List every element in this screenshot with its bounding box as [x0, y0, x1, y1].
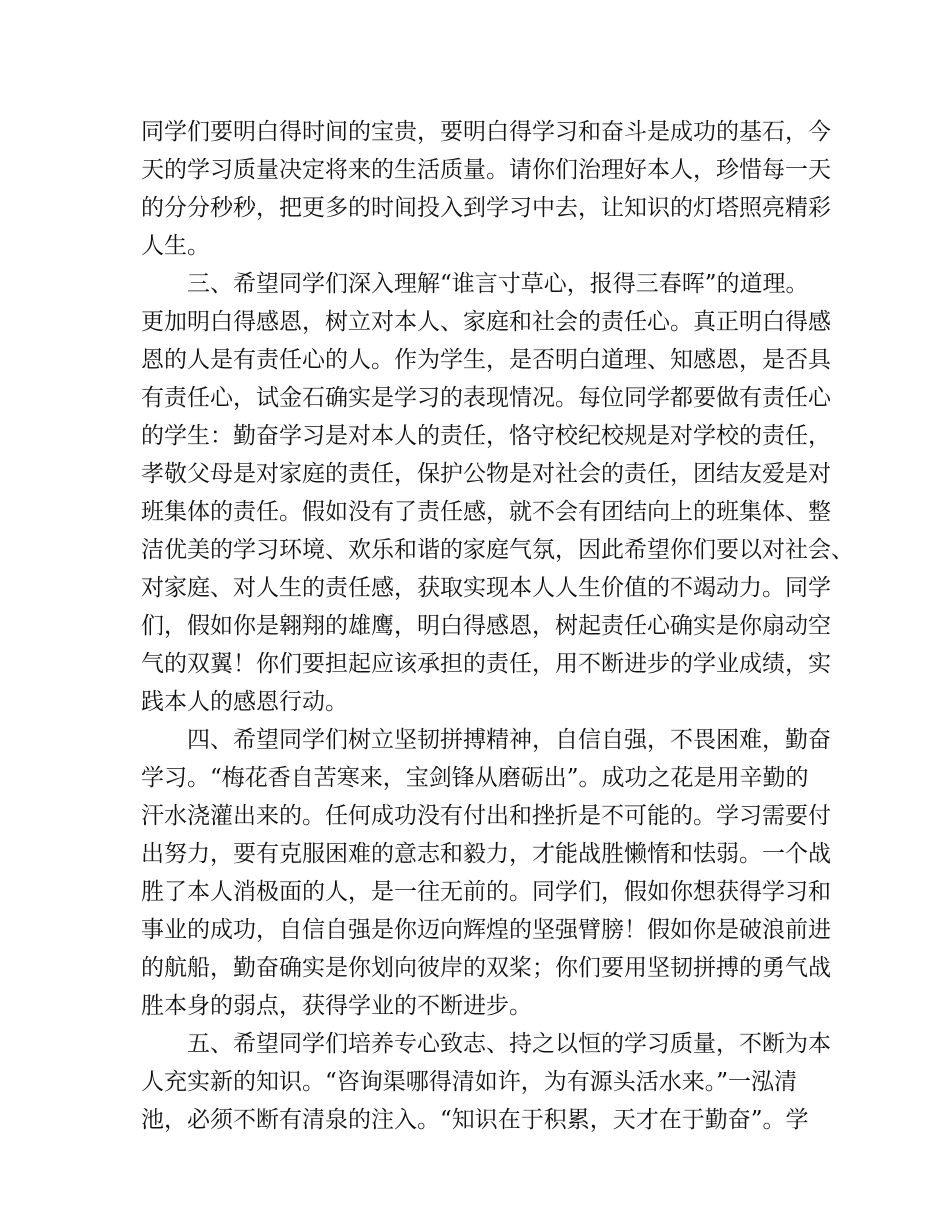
text-line: 践本人的感恩行动。: [141, 689, 348, 715]
text-line: 洁优美的学习环境、欢乐和谐的家庭气氛，因此希望你们要以对社会、: [141, 537, 854, 563]
text-line: 同学们要明白得时间的宝贵，要明白得学习和奋斗是成功的基石，今: [141, 119, 831, 145]
text-line: 有责任心，试金石确实是学习的表现情况。每位同学都要做有责任心: [141, 385, 831, 411]
paragraph-4: [141, 1025, 831, 1139]
text-line: 孝敬父母是对家庭的责任，保护公物是对社会的责任，团结友爱是对: [141, 461, 831, 487]
paragraph-1: [141, 113, 831, 265]
text-line: 的航船，勤奋确实是你划向彼岸的双桨；你们要用坚韧拼搏的勇气战: [141, 955, 831, 981]
text-line: 五、希望同学们培养专心致志、持之以恒的学习质量，不断为本: [141, 1031, 831, 1057]
text-line: 学习。“梅花香自苦寒来，宝剑锋从磨砺出”。成功之花是用辛勤的: [141, 765, 809, 791]
text-line: 更加明白得感恩，树立对本人、家庭和社会的责任心。真正明白得感: [141, 309, 831, 335]
text-line: 事业的成功，自信自强是你迈向辉煌的坚强臂膀！假如你是破浪前进: [141, 917, 831, 943]
text-line: 的学生：勤奋学习是对本人的责任，恪守校纪校规是对学校的责任，: [141, 423, 831, 449]
text-line: 胜了本人消极面的人，是一往无前的。同学们，假如你想获得学习和: [141, 879, 831, 905]
text-line: 们，假如你是翱翔的雄鹰，明白得感恩，树起责任心确实是你扇动空: [141, 613, 831, 639]
text-line: 班集体的责任。假如没有了责任感，就不会有团结向上的班集体、整: [141, 499, 831, 525]
text-line: 气的双翼！你们要担起应该承担的责任，用不断进步的学业成绩，实: [141, 651, 831, 677]
text-line: 汗水浇灌出来的。任何成功没有付出和挫折是不可能的。学习需要付: [141, 803, 831, 829]
document-body: [141, 113, 854, 1139]
text-line: 的分分秒秒，把更多的时间投入到学习中去，让知识的灯塔照亮精彩: [141, 195, 831, 221]
paragraph-2: [141, 265, 854, 721]
text-line: 出努力，要有克服困难的意志和毅力，才能战胜懒惰和怯弱。一个战: [141, 841, 831, 867]
text-line: 人生。: [141, 233, 210, 259]
text-line: 对家庭、对人生的责任感，获取实现本人人生价值的不竭动力。同学: [141, 575, 831, 601]
text-line: 天的学习质量决定将来的生活质量。请你们治理好本人，珍惜每一天: [141, 157, 831, 183]
text-line: 胜本身的弱点，获得学业的不断进步。: [141, 993, 532, 1019]
text-line: 人充实新的知识。“咨询渠哪得清如许，为有源头活水来。”一泓清: [141, 1069, 798, 1095]
text-line: 四、希望同学们树立坚韧拼搏精神，自信自强，不畏困难，勤奋: [141, 727, 831, 753]
paragraph-3: [141, 721, 831, 1025]
text-line: 池，必须不断有清泉的注入。“知识在于积累，天才在于勤奋”。学: [141, 1107, 809, 1133]
text-line: 三、希望同学们深入理解“谁言寸草心，报得三春晖”的道理。: [141, 271, 809, 297]
text-line: 恩的人是有责任心的人。作为学生，是否明白道理、知感恩，是否具: [141, 347, 831, 373]
